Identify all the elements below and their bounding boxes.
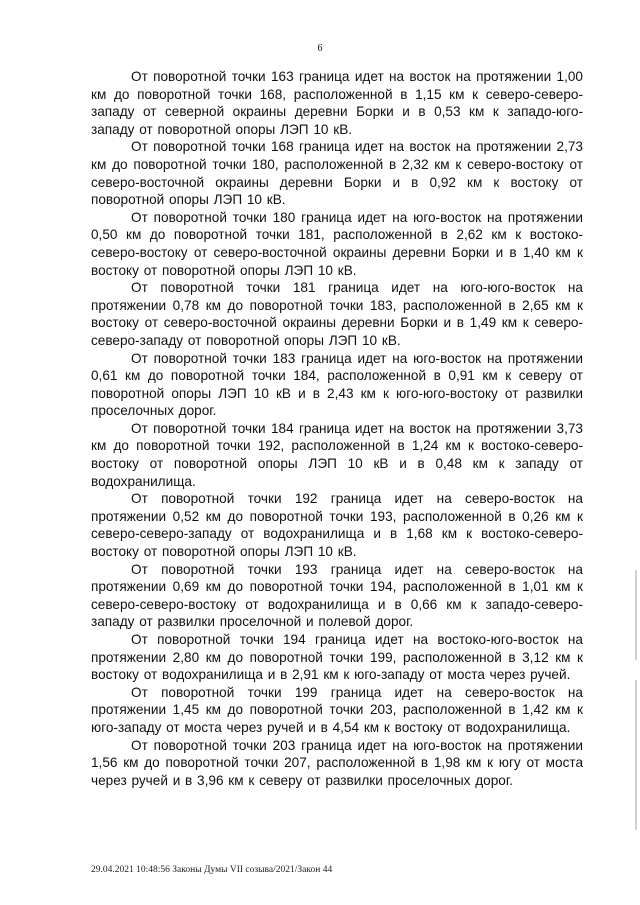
document-body <box>91 68 583 789</box>
paragraph-point-180: От поворотной точки 180 граница идет на юго-восток на протяжении 0,50 км до поворотной точки 181, расположенной в 2,62 км к востоко-северо-востоку от северо-восточной окраины деревни Борки и в 1,40 км к востоку от поворотной опоры ЛЭП 10 кВ. <box>91 209 583 278</box>
paragraph-point-194: От поворотной точки 194 граница идет на востоко-юго-восток на протяжении 2,80 км до поворотной точки 199, расположенной в 3,12 км к востоку от водохранилища и в 2,91 км к юго-западу от моста через ручей. <box>91 632 583 683</box>
margin-scan-mark <box>635 680 637 830</box>
paragraph-point-168: От поворотной точки 168 граница идет на восток на протяжении 2,73 км до поворотной точки 180, расположенной в 2,32 км к северо-востоку от северо-восточной окраины деревни Борки и в 0,92 км к востоку от поворотной опоры ЛЭП 10 кВ. <box>91 139 583 208</box>
paragraph-point-181: От поворотной точки 181 граница идет на юго-юго-восток на протяжении 0,78 км до поворотной точки 183, расположенной в 2,65 км к востоку от северо-восточной окраины деревни Борки и в 1,49 км к северо-северо-западу от поворотной опоры ЛЭП 10 кВ. <box>91 280 583 348</box>
paragraph-point-184: От поворотной точки 184 граница идет на восток на протяжении 3,73 км до поворотной точки 192, расположенной в 1,24 км к востоко-северо-востоку от поворотной опоры ЛЭП 10 кВ и в 0,48 км к западу от водохранилища. <box>91 420 583 489</box>
paragraph-point-163: От поворотной точки 163 граница идет на восток на протяжении 1,00 км до поворотной точки 168, расположенной в 1,15 км к северо-северо-западу от северной окраины деревни Борки и в 0,53 км к западо-юго-западу от поворотной опоры ЛЭП 10 кВ. <box>91 69 583 137</box>
paragraph-point-183: От поворотной точки 183 граница идет на юго-восток на протяжении 0,61 км до поворотной точки 184, расположенной в 0,91 км к северу от поворотной опоры ЛЭП 10 кВ и в 2,43 км к юго-юго-востоку от развилки проселочных дорог. <box>91 350 583 419</box>
margin-scan-mark <box>635 570 637 660</box>
paragraph-point-199: От поворотной точки 199 граница идет на северо-восток на протяжении 1,45 км до поворотной точки 203, расположенной в 1,42 км к юго-западу от моста через ручей и в 4,54 км к востоку от водохранилища. <box>91 684 583 735</box>
paragraph-point-193: От поворотной точки 193 граница идет на северо-восток на протяжении 0,69 км до поворотной точки 194, расположенной в 1,01 км к северо-северо-востоку от водохранилища и в 0,66 км к западо-северо-западу от развилки проселочной и полевой дорог. <box>91 561 583 630</box>
paragraph-point-192: От поворотной точки 192 граница идет на северо-восток на протяжении 0,52 км до поворотной точки 193, расположенной в 0,26 км к северо-северо-западу от водохранилища и в 1,68 км к востоко-северо-востоку от поворотной опоры ЛЭП 10 кВ. <box>91 491 583 560</box>
paragraph-point-203: От поворотной точки 203 граница идет на юго-восток на протяжении 1,56 км до поворотной точки 207, расположенной в 1,98 км к югу от моста через ручей и в 3,96 км к северу от развилки проселочных дорог. <box>91 737 583 788</box>
page-number: 6 <box>317 43 323 54</box>
document-footer: 29.04.2021 10:48:56 Законы Думы VII созыва/2021/Закон 44 <box>91 865 333 875</box>
